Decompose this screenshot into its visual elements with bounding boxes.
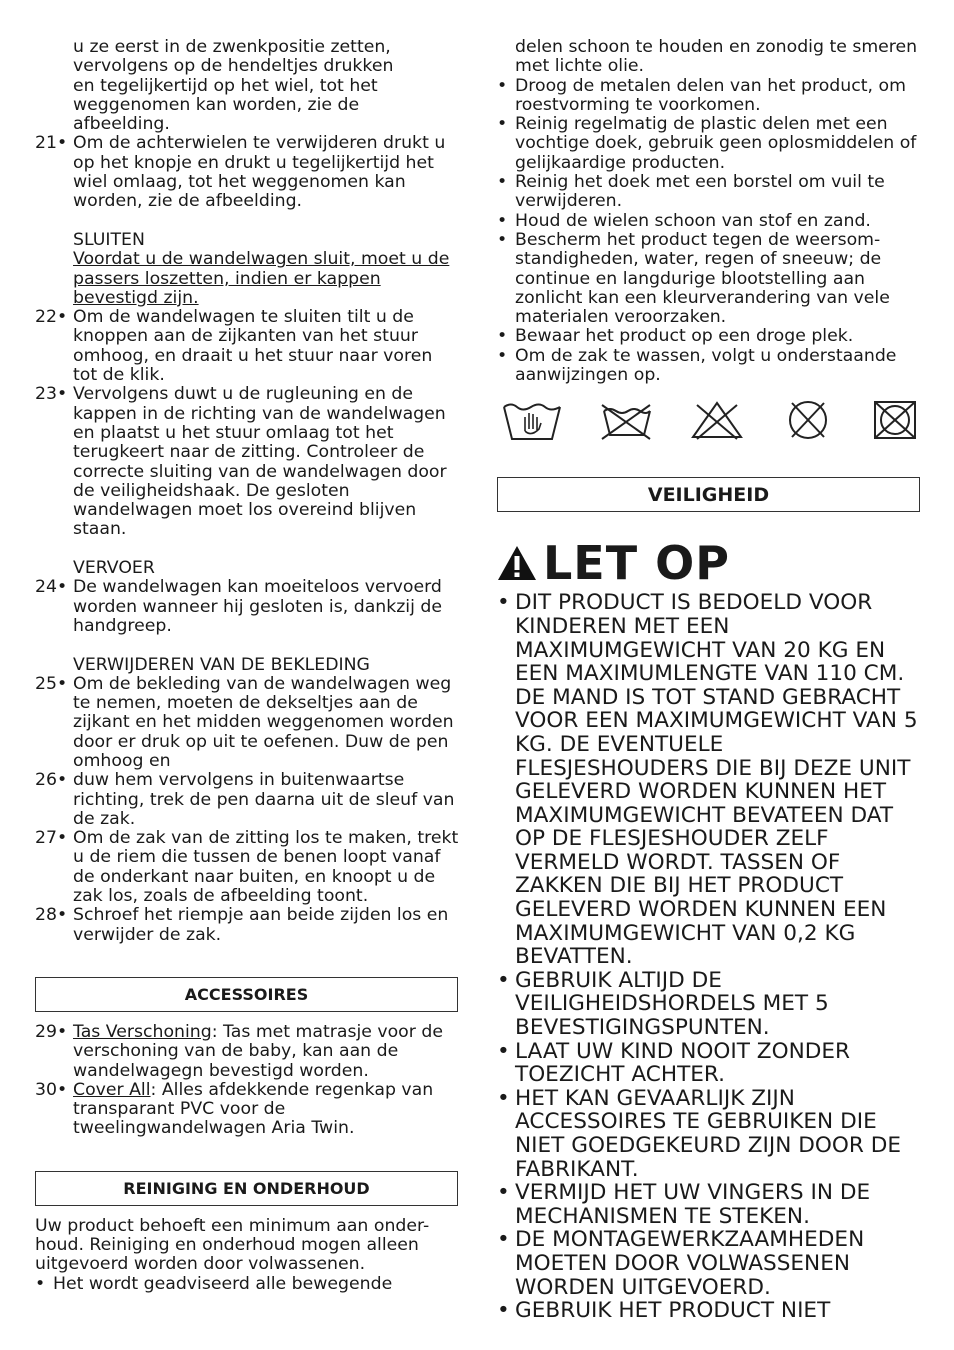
item-text: Droog de metalen delen van het product, om roestvorming te voorkomen.	[515, 75, 906, 115]
warning-list	[497, 591, 922, 1322]
continued-paragraph	[35, 38, 460, 134]
no-bleach-icon	[689, 399, 745, 441]
no-tumble-dry-icon	[598, 399, 654, 441]
instruction-item-28	[35, 906, 460, 945]
instruction-item-29	[35, 1023, 460, 1081]
item-text: Reinig het doek met een borstel om vuil te verwijderen.	[515, 172, 885, 212]
item-text: duw hem vervolgens in buitenwaartse richting, trek de pen daarna uit de sleuf van de zak.	[73, 770, 455, 829]
warning-item: • DE MONTAGEWERKZAAMHEDEN MOETEN DOOR VOLWASSENEN WORDEN UITGEVOERD.	[497, 1227, 865, 1300]
instruction-item-27	[35, 829, 460, 906]
let-op-title: LET OP	[543, 536, 730, 591]
section-box-accessoires: ACCESSOIRES	[35, 977, 458, 1012]
item-text: Om de zak te wassen, volgt u onderstaande aanwijzingen op.	[515, 345, 897, 386]
section-heading-vervoer: VERVOER	[73, 558, 155, 579]
text-line: vervolgens op de hendeltjes drukken	[73, 56, 394, 77]
no-dry-clean-icon	[780, 399, 836, 441]
item-number: 30•	[35, 1079, 68, 1100]
text-line: afbeelding.	[73, 114, 170, 135]
left-column	[35, 38, 460, 1294]
item-text: : Tas met matrasje voor de verschoning van de baby, kan aan de wandelwagegn bevestigd worden.	[73, 1021, 443, 1081]
warning-text: GEBRUIK ALTIJD DE VEILIGHEIDSHORDELS MET 5 BEVESTIGINGSPUNTEN.	[515, 967, 829, 1041]
warning-text: LAAT UW KIND NOOIT ZONDER TOEZICHT ACHTER.	[515, 1038, 851, 1088]
warning-header	[497, 536, 922, 591]
warning-text: DE MONTAGEWERKZAAMHEDEN MOETEN DOOR VOLWASSENEN WORDEN UITGEVOERD.	[515, 1227, 865, 1300]
list-item: • Reinig het doek met een borstel om vuil te verwijderen.	[497, 172, 885, 212]
warning-item: • LAAT UW KIND NOOIT ZONDER TOEZICHT ACHTER.	[497, 1038, 851, 1088]
list-item	[35, 1275, 460, 1294]
item-number: 27•	[35, 828, 68, 849]
warning-item: • VERMIJD HET UW VINGERS IN DE MECHANISMEN TE STEKEN.	[497, 1180, 871, 1229]
item-text: Schroef het riempje aan beide zijden los en verwijder de zak.	[73, 905, 449, 945]
warning-triangle-icon	[497, 545, 537, 581]
warning-text: DIT PRODUCT IS BEDOELD VOOR KINDEREN MET EEN MAXIMUMGEWICHT VAN 20 KG EN EEN MAXIMUMLENGTE VAN 110 CM. DE MAND IS TOT STAND GEBRACHT VOOR EEN MAXIMUMGEWICHT VAN 5 KG. DE EVENTUELE FLESJESHOUDERS DIE BIJ DEZE UNIT GELEVERD WORDEN KUNNEN HET MAXIMUMGEWICHT BEVATEEN DAT OP DE FLESJESHOUDER ZELF VERMELD WORDT. TASSEN OF ZAKKEN DIE BIJ HET PRODUCT GELEVERD WORDEN KUNNEN EEN MAXIMUMGEWICHT VAN 0,2 KG BEVATTEN.	[515, 590, 918, 970]
item-text: Bewaar het product op een droge plek.	[515, 326, 854, 347]
reiniging-intro: Uw product behoeft een minimum aan onder-houd. Reiniging en onderhoud mogen alleen uitgevoerd worden door volwassenen.	[35, 1215, 430, 1275]
continued-paragraph: delen schoon te houden en zonodig te smeren met lichte olie.	[515, 37, 918, 77]
product-name: Tas Verschoning	[73, 1021, 212, 1042]
item-number: 23•	[35, 384, 68, 405]
section-heading-bekleding: VERWIJDEREN VAN DE BEKLEDING	[73, 654, 370, 675]
item-text: Om de wandelwagen te sluiten tilt u de knoppen aan de zijkanten van het stuur omhoog, en draait u het stuur naar voren tot de klik.	[73, 307, 433, 386]
instruction-item-22	[35, 308, 460, 385]
item-text: Het wordt geadviseerd alle bewegende	[53, 1273, 393, 1294]
warning-text: GEBRUIK HET PRODUCT NIET	[515, 1298, 831, 1324]
instruction-item-30	[35, 1081, 460, 1139]
product-name: Cover All	[73, 1079, 151, 1100]
warning-text: VERMIJD HET UW VINGERS IN DE MECHANISMEN TE STEKEN.	[515, 1180, 871, 1229]
item-text: Houd de wielen schoon van stof en zand.	[515, 210, 871, 231]
warning-text: HET KAN GEVAARLIJK ZIJN ACCESSOIRES TE GEBRUIKEN DIE NIET GOEDGEKEURD ZIJN DOOR DE FABRIKANT.	[515, 1085, 902, 1182]
section-box-veiligheid: VEILIGHEID	[497, 477, 920, 512]
list-item: • Houd de wielen schoon van stof en zand.	[497, 210, 871, 231]
item-number: 24•	[35, 577, 68, 598]
text-line: weggenomen kan worden, zie de	[73, 94, 360, 115]
item-text: Reinig regelmatig de plastic delen met een vochtige doek, gebruik geen oplosmiddelen of gelijkaardige producten.	[515, 114, 917, 173]
list-item: • Droog de metalen delen van het product, om roestvorming te voorkomen.	[497, 75, 906, 115]
care-symbols	[501, 399, 919, 441]
instruction-item-26	[35, 771, 460, 829]
list-item: • Bewaar het product op een droge plek.	[497, 326, 854, 347]
bullet: •	[35, 1273, 46, 1294]
warning-item: • HET KAN GEVAARLIJK ZIJN ACCESSOIRES TE GEBRUIKEN DIE NIET GOEDGEKEURD ZIJN DOOR DE FABRIKANT.	[497, 1085, 902, 1182]
hand-wash-icon	[501, 399, 563, 441]
item-number: 25•	[35, 673, 68, 694]
text-line: en tegelijkertijd op het wiel, tot het	[73, 75, 378, 96]
item-text: Om de bekleding van de wandelwagen weg te nemen, moeten de dekseltjes aan de zijkant en het midden weggenomen worden door er druk op uit te oefenen. Duw de pen omhoog en	[73, 673, 454, 771]
right-column	[497, 38, 922, 1323]
text-line: u ze eerst in de zwenkpositie zetten,	[73, 37, 391, 57]
item-number: 22•	[35, 307, 68, 328]
list-item: • Reinig regelmatig de plastic delen met een vochtige doek, gebruik geen oplosmiddelen of gelijkaardige producten.	[497, 114, 917, 173]
warning-item: • GEBRUIK ALTIJD DE VEILIGHEIDSHORDELS MET 5 BEVESTIGINGSPUNTEN.	[497, 967, 829, 1041]
instruction-item-21	[35, 134, 460, 211]
sluiten-note: Voordat u de wandelwagen sluit, moet u de passers loszetten, indien er kappen bevestigd zijn.	[73, 249, 450, 308]
section-box-reiniging: REINIGING EN ONDERHOUD	[35, 1171, 458, 1206]
item-text: Om de achterwielen te verwijderen drukt u op het knopje en drukt u tegelijkertijd het wiel omlaag, tot het weggenomen kan worden, zie de afbeelding.	[73, 133, 446, 212]
item-number: 28•	[35, 905, 68, 926]
instruction-item-23	[35, 385, 460, 539]
no-iron-icon	[871, 399, 919, 441]
item-text: De wandelwagen kan moeiteloos vervoerd worden wanneer hij gesloten is, dankzij de handgreep.	[73, 577, 443, 636]
item-number: 29•	[35, 1021, 68, 1042]
list-item: • Om de zak te wassen, volgt u onderstaande aanwijzingen op.	[497, 345, 897, 386]
item-text: : Alles afdekkende regenkap van transparant PVC voor de tweelingwandelwagen Aria Twin.	[73, 1079, 434, 1139]
list-item: • Bescherm het product tegen de weersom-standigheden, water, regen of sneeuw; de continue en langdurige blootstelling aan zonlicht kan een kleurverandering van vele materialen veroorzaken.	[497, 229, 890, 328]
item-text: Bescherm het product tegen de weersom-standigheden, water, regen of sneeuw; de continue en langdurige blootstelling aan zonlicht kan een kleurverandering van vele materialen veroorzaken.	[515, 229, 890, 328]
section-heading-sluiten: SLUITEN	[73, 229, 145, 250]
item-number: 21•	[35, 133, 68, 154]
item-number: 26•	[35, 770, 68, 791]
instruction-item-25	[35, 675, 460, 771]
warning-item: • GEBRUIK HET PRODUCT NIET	[497, 1298, 831, 1324]
instruction-item-24	[35, 578, 460, 636]
warning-item: • DIT PRODUCT IS BEDOELD VOOR KINDEREN MET EEN MAXIMUMGEWICHT VAN 20 KG EN EEN MAXIMUMLENGTE VAN 110 CM. DE MAND IS TOT STAND GEBRACHT VOOR EEN MAXIMUMGEWICHT VAN 5 KG. DE EVENTUELE FLESJESHOUDERS DIE BIJ DEZE UNIT GELEVERD WORDEN KUNNEN HET MAXIMUMGEWICHT BEVATEEN DAT OP DE FLESJESHOUDER ZELF VERMELD WORDT. TASSEN OF ZAKKEN DIE BIJ HET PRODUCT GELEVERD WORDEN KUNNEN EEN MAXIMUMGEWICHT VAN 0,2 KG BEVATTEN.	[497, 590, 918, 970]
item-text: Vervolgens duwt u de rugleuning en de kappen in de richting van de wandelwagen en plaatst u het stuur omlaag tot het terugkeert naar de zitting. Controleer de correcte sluiting van de wandelwagen door de veiligheidshaak. De gesloten wandelwagen moet los overeind blijven staan.	[73, 384, 447, 540]
item-text: Om de zak van de zitting los te maken, trekt u de riem die tussen de benen loopt vanaf de onderkant naar buiten, en knoopt u de zak los, zoals de afbeelding toont.	[73, 828, 459, 907]
